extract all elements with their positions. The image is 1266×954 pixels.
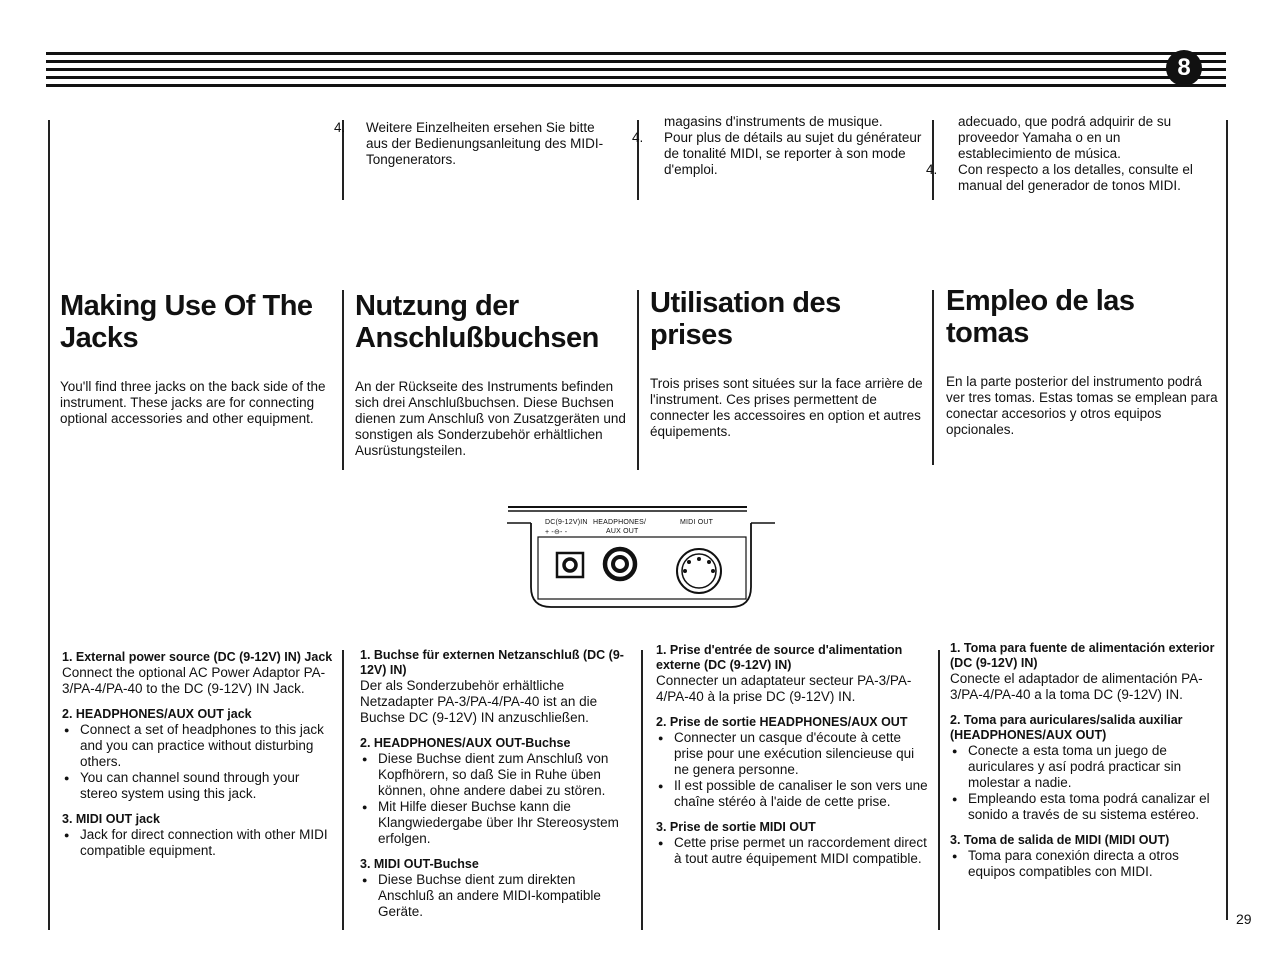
- list-item: ● Empleando esta toma podrá canalizar el sonido a través de su sistema estéreo.: [950, 791, 1222, 823]
- intro-fr: Trois prises sont situées sur la face arrière de l'instrument. Ces prises permettent de connecter les accessoires en option et autres équipements.: [650, 376, 923, 439]
- item-title: 2. HEADPHONES/AUX OUT-Buchse: [360, 736, 571, 750]
- item-title: 3. Toma de salida de MIDI (MIDI OUT): [950, 833, 1170, 847]
- items-en: [62, 650, 334, 859]
- column-rule: [1226, 120, 1228, 920]
- list-item: ● Jack for direct connection with other MIDI compatible equipment.: [62, 827, 334, 859]
- top-note-de: 4. Weitere Einzelheiten ersehen Sie bitte aus der Bedienungsanleitung des MIDI-Tongenerators.: [334, 120, 604, 167]
- list-item: ● Connecter un casque d'écoute à cette prise pour une exécution silencieuse qui ne genera personne.: [656, 730, 931, 778]
- chapter-badge: 8: [1166, 50, 1202, 86]
- list-item: ● Diese Buchse dient zum direkten Anschluß an andere MIDI-kompatible Geräte.: [360, 872, 632, 920]
- bullet-list: [656, 835, 931, 867]
- top-note-fr: magasins d'instruments de musique. 4. Pour plus de détails au sujet du générateur de tonalité MIDI, se reporter à son mode d'emploi.: [632, 114, 922, 177]
- headphones-jack: [605, 549, 635, 579]
- intro-de: An der Rückseite des Instruments befinden sich drei Anschlußbuchsen. Diese Buchsen dienen zum Anschluß von Zusatzgeräten und sonstigen als Sonderzubehör erhältlichen Ausrüstungsteilen.: [355, 379, 626, 458]
- item-title: 1. Prise d'entrée de source d'alimentation externe (DC (9-12V) IN): [656, 643, 903, 672]
- intro-es: En la parte posterior del instrumento podrá ver tres tomas. Estas tomas se emplean para conectar accesorios y otros equipos opcionales.: [946, 374, 1218, 437]
- item-title: 1. Toma para fuente de alimentación exterior (DC (9-12V) IN): [950, 641, 1215, 670]
- list-item: ● Conecte a esta toma un juego de auriculares y así podrá practicar sin molestar a nadie.: [950, 743, 1222, 791]
- bullet-list: [656, 730, 931, 810]
- column-rule: [932, 290, 934, 465]
- bullet-list: [62, 827, 334, 859]
- bullet-list: [950, 848, 1222, 880]
- column-es: [946, 285, 1221, 438]
- item-title: 2. HEADPHONES/AUX OUT jack: [62, 707, 252, 721]
- item-title: 1. External power source (DC (9-12V) IN) Jack: [62, 650, 333, 664]
- item-text: Der als Sonderzubehör erhältliche Netzadapter PA-3/PA-4/PA-40 ist an die Buchse DC (9-12V) IN anzuschließen.: [360, 678, 598, 725]
- item-title: 3. MIDI OUT-Buchse: [360, 857, 479, 871]
- column-rule: [641, 650, 643, 930]
- column-rule: [938, 650, 940, 930]
- label-polarity: + -⊖- -: [545, 529, 568, 536]
- label-midi-out: MIDI OUT: [680, 519, 714, 526]
- list-item: ● Il est possible de canaliser le son vers une chaîne stéréo à l'aide de cette prise.: [656, 778, 931, 810]
- section-title-de: Nutzung der Anschlußbuchsen: [355, 290, 599, 354]
- items-fr: [656, 643, 931, 867]
- column-rule: [932, 120, 934, 200]
- bullet-list: [360, 872, 632, 920]
- header-stripes: [46, 50, 1226, 90]
- item-title: 1. Buchse für externen Netzanschluß (DC (9-12V) IN): [360, 648, 624, 677]
- items-de: [360, 648, 632, 920]
- column-rule: [342, 290, 344, 470]
- item-text: Connecter un adaptateur secteur PA-3/PA-4/PA-40 à la prise DC (9-12V) IN.: [656, 673, 912, 704]
- item-text: Connect the optional AC Power Adaptor PA-3/PA-4/PA-40 to the DC (9-12V) IN Jack.: [62, 665, 326, 696]
- section-title-fr: Utilisation des prises: [650, 287, 841, 351]
- list-item: ● You can channel sound through your stereo system using this jack.: [62, 770, 334, 802]
- item-title: 3. Prise de sortie MIDI OUT: [656, 820, 816, 834]
- column-fr: [650, 287, 925, 440]
- item-title: 3. MIDI OUT jack: [62, 812, 160, 826]
- jack-panel-diagram: [505, 505, 775, 610]
- bullet-list: [950, 743, 1222, 823]
- bullet-list: [360, 751, 632, 847]
- column-rule: [342, 650, 344, 930]
- list-item: ● Diese Buchse dient zum Anschluß von Kopfhörern, so daß Sie in Ruhe üben können, ohne andere dabei zu stören.: [360, 751, 632, 799]
- column-rule: [48, 120, 50, 930]
- item-title: 2. Prise de sortie HEADPHONES/AUX OUT: [656, 715, 908, 729]
- list-item: ● Connect a set of headphones to this jack and you can practice without disturbing others.: [62, 722, 334, 770]
- intro-en: You'll find three jacks on the back side of the instrument. These jacks are for connecting optional accessories and other equipment.: [60, 379, 326, 426]
- section-title-en: Making Use Of The Jacks: [60, 290, 313, 354]
- page-number: 29: [1236, 911, 1252, 927]
- label-dc-in: DC(9-12V)IN: [545, 519, 588, 526]
- list-item: ● Cette prise permet un raccordement direct à tout autre équipement MIDI compatible.: [656, 835, 931, 867]
- section-title-es: Empleo de las tomas: [946, 285, 1135, 349]
- top-note-es: adecuado, que podrá adquirir de su proveedor Yamaha o en un establecimiento de música. 4. Con respecto a los detalles, consulte el manual del generador de tonos MIDI.: [926, 114, 1193, 193]
- label-headphones: HEADPHONES/: [593, 519, 647, 526]
- column-rule: [637, 290, 639, 470]
- item-title: 2. Toma para auriculares/salida auxiliar (HEADPHONES/AUX OUT): [950, 713, 1183, 742]
- list-item: ● Toma para conexión directa a otros equipos compatibles con MIDI.: [950, 848, 1222, 880]
- label-aux-out: AUX OUT: [606, 528, 639, 535]
- column-de: [355, 290, 630, 459]
- list-item: ● Mit Hilfe dieser Buchse kann die Klangwiedergabe über Ihr Stereosystem erfolgen.: [360, 799, 632, 847]
- item-text: Conecte el adaptador de alimentación PA-3/PA-4/PA-40 a la toma DC (9-12V) IN.: [950, 671, 1203, 702]
- column-en: [60, 290, 335, 427]
- dc-in-jack: [557, 553, 583, 577]
- bullet-list: [62, 722, 334, 802]
- items-es: [950, 641, 1222, 880]
